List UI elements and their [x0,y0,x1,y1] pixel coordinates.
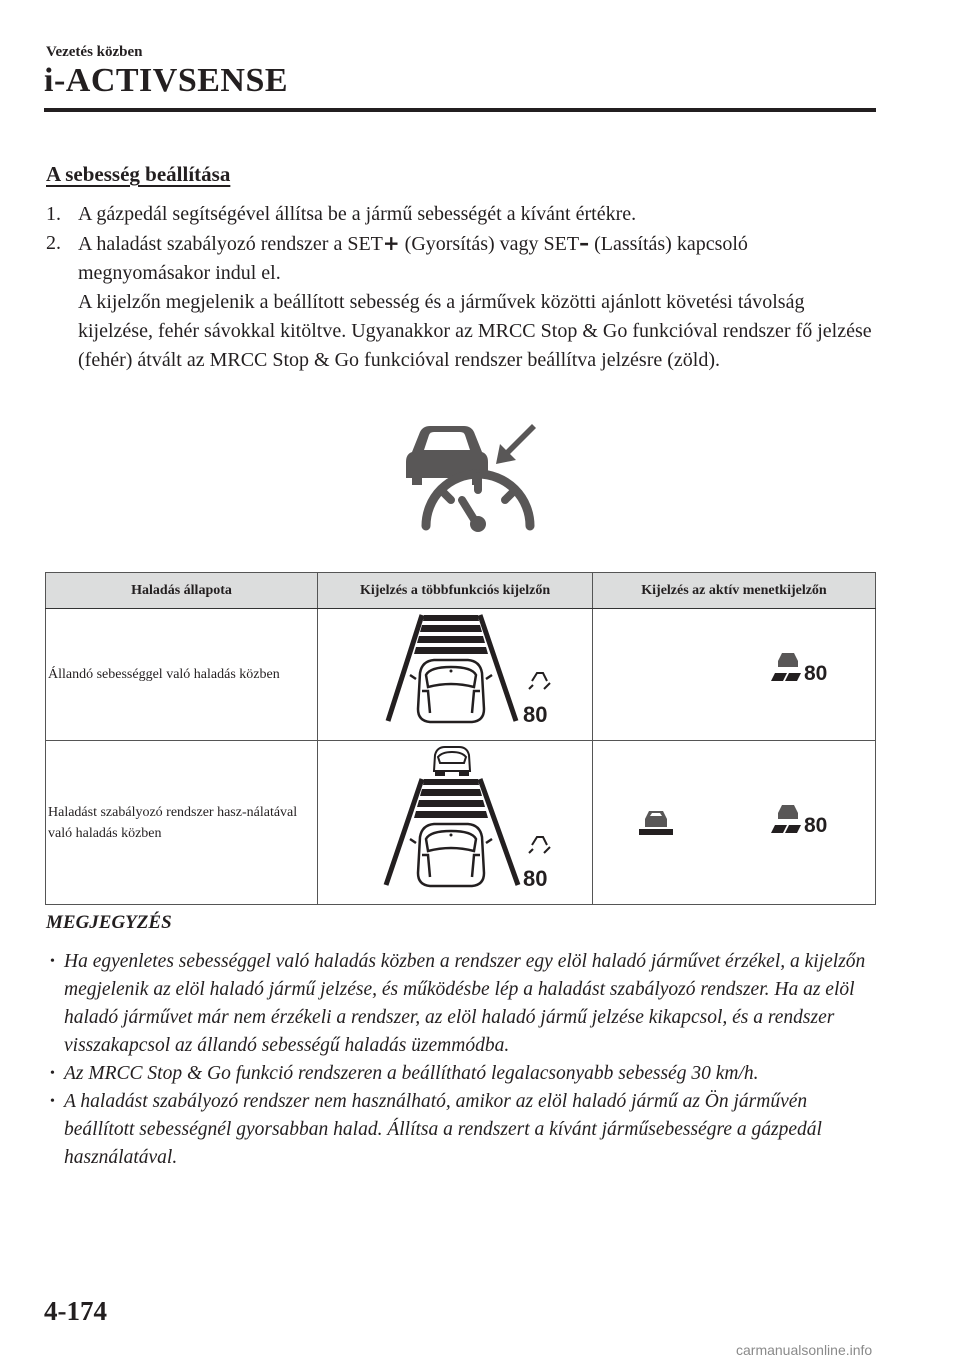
preceding-vehicle-icon [639,811,673,835]
bullet-icon: • [50,1094,55,1109]
state-cell: Állandó sebességgel való haladás közben [46,609,318,741]
distance-icon [529,673,550,689]
table-header: Kijelzés az aktív menetkijelzőn [593,573,876,609]
step-text: A gázpedál segítségével állítsa be a jármű sebességét a kívánt értékre. [78,203,637,225]
distance-bars [414,615,488,654]
mrcc-stop-go-set-icon [400,418,540,536]
page-number: 4-174 [44,1296,107,1326]
state-cell: Haladást szabályozó rendszer hasz-nálatával való haladás közben [46,741,318,905]
step-2 [46,229,882,375]
multi-display-cell [318,741,593,905]
plus-icon: + [382,231,400,255]
preceding-vehicle-icon [434,747,470,775]
note-heading: MEGJEGYZÉS [46,912,172,933]
page-title: i-ACTIVSENSE [44,62,289,99]
table-row [46,609,876,741]
step-number: 2. [46,232,61,254]
car-icon [410,660,492,722]
active-display-cell [593,609,876,741]
notes-list [46,948,882,1172]
watermark: carmanualsonline.info [736,1342,873,1358]
distance-icon [771,653,801,681]
active-display-cell [593,741,876,905]
multi-display-cell [318,609,593,741]
display-table [45,572,876,905]
set-speed: 80 [804,814,828,837]
step-number: 1. [46,203,61,225]
table-header: Haladás állapota [46,573,318,609]
car-icon [410,824,492,886]
list-item: • Ha egyenletes sebességgel való haladás közben a rendszer egy elöl haladó járművet érzékel, a kijelzőn megjelenik az elöl haladó jármű jelzése, és működésbe lép a haladást szabályozó rendszer. Ha az elöl haladó járművet már nem érzékeli a rendszer, az elöl haladó jármű jelzése kikapcsol, és a rendszer visszakapcsol az állandó sebességű haladás üzemmódba. [46,948,882,1060]
active-display-graphic [593,609,875,733]
header-rule [44,108,876,112]
set-speed: 80 [523,866,548,891]
multi-display-graphic [318,741,590,897]
table-row [46,741,876,905]
list-item: • Az MRCC Stop & Go funkció rendszeren a beállítható legalacsonyabb sebesség 30 km/h. [46,1060,882,1088]
bullet-icon: • [50,1066,55,1081]
minus-icon: – [579,231,590,255]
step-1 [46,200,882,229]
distance-icon [529,837,550,853]
list-item: • A haladást szabályozó rendszer nem használható, amikor az elöl haladó jármű az Ön járművén beállított sebességnél gyorsabban halad. Állítsa a rendszert a kívánt járműsebességre a gázpedál használatával. [46,1088,882,1172]
table-header: Kijelzés a többfunkciós kijelzőn [318,573,593,609]
step-text: A haladást szabályozó rendszer a SET+ (Gyorsítás) vagy SET– (Lassítás) kapcsoló megnyomásakor indul el. [78,231,748,284]
multi-display-graphic [318,609,590,733]
distance-icon [771,805,801,833]
active-display-graphic [593,741,875,897]
step-text-continued: A kijelzőn megjelenik a beállított sebesség és a járművek közötti ajánlott követési távolság kijelzése, fehér sávokkal kitöltve. Ugyanakkor az MRCC Stop & Go funkcióval rendszer fő jelzése (fehér) átvált az MRCC Stop & Go funkcióval rendszer beállítva jelzésre (zöld). [78,291,872,371]
set-speed: 80 [804,662,828,685]
section-heading: A sebesség beállítása [46,162,231,186]
set-speed: 80 [523,702,548,727]
breadcrumb: Vezetés közben [46,44,143,60]
bullet-icon: • [50,954,55,969]
distance-bars [414,779,488,818]
steps-list [46,200,882,375]
